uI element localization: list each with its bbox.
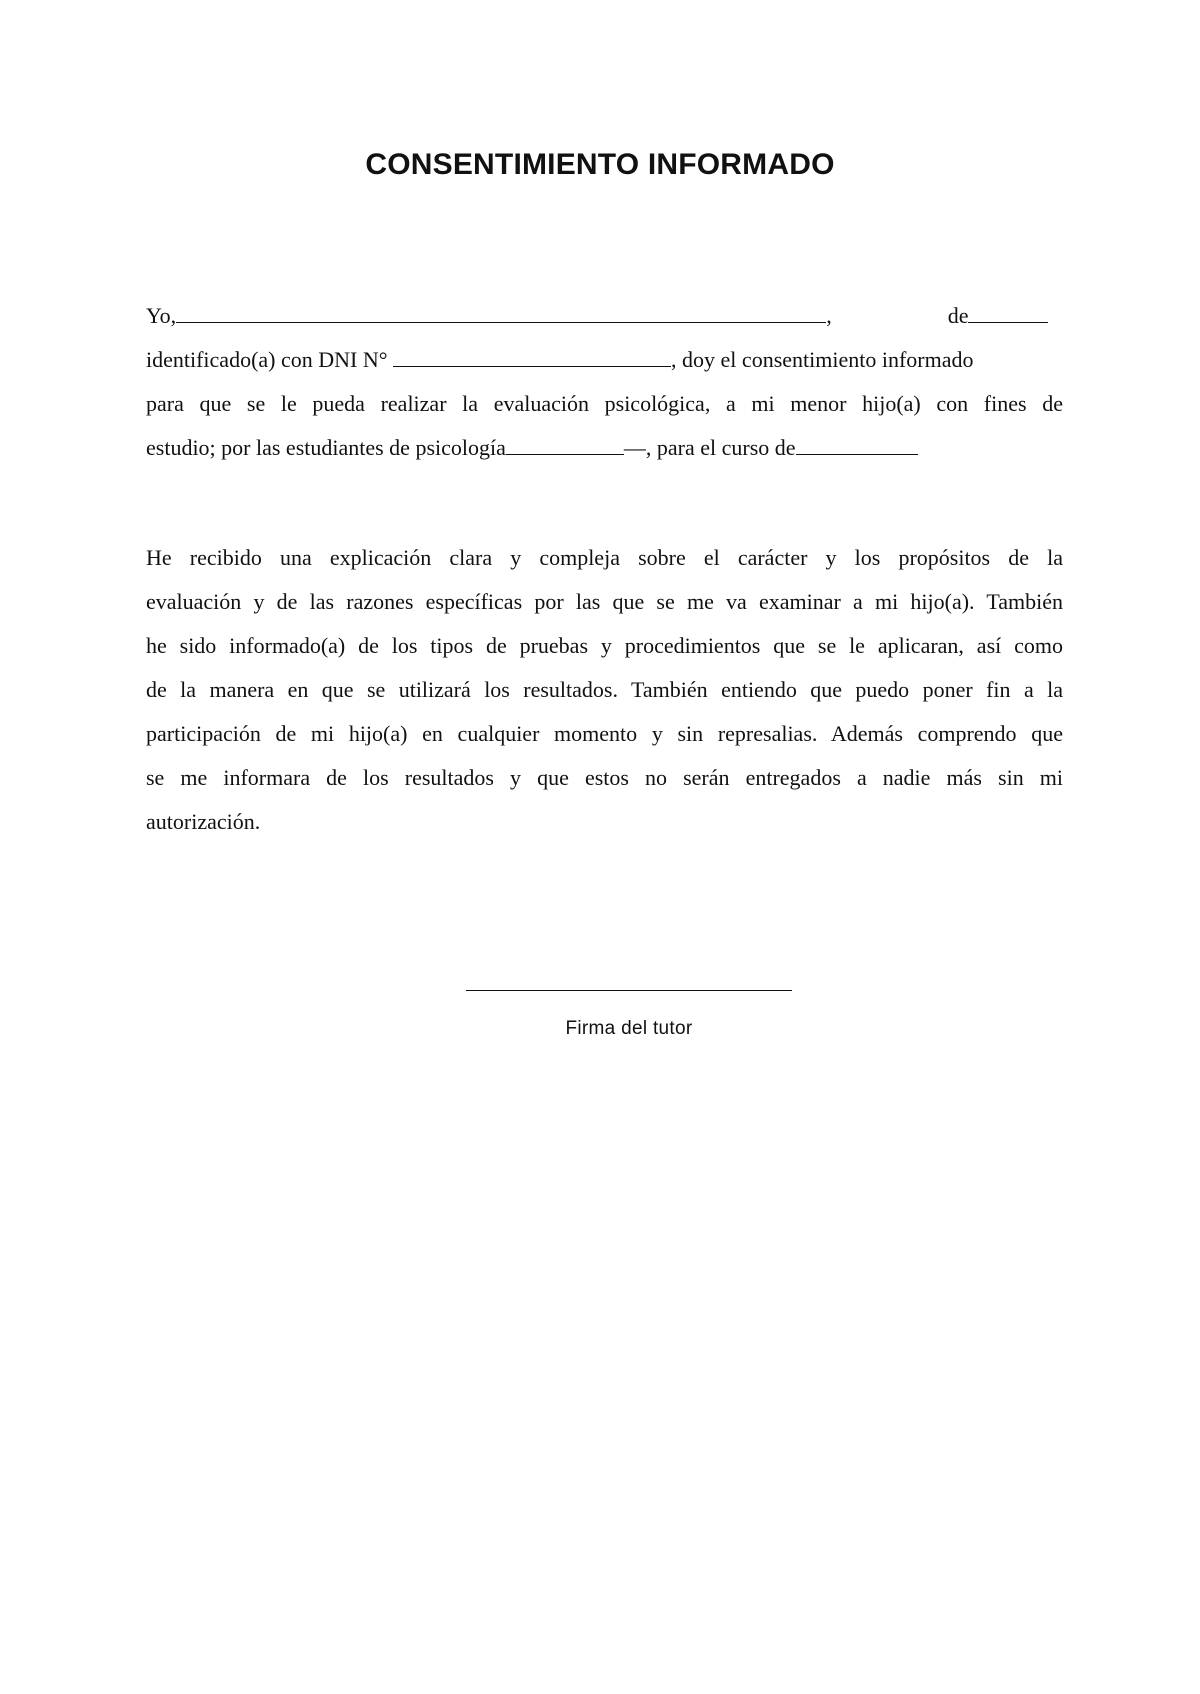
yo-label: Yo, <box>146 303 177 328</box>
declaration-line-4 <box>146 426 1063 470</box>
origin-blank <box>968 296 1048 323</box>
course-label: —, para el curso de <box>623 435 796 460</box>
document-title: CONSENTIMIENTO INFORMADO <box>365 148 835 181</box>
explanation-line: de la manera en que se utilizará los resultados. También entiendo que puedo poner fin a la <box>146 677 1063 702</box>
declaration-line-3: para que se le pueda realizar la evaluación psicológica, a mi menor hijo(a) con fines de <box>146 391 1063 416</box>
name-blank <box>176 296 826 323</box>
signature-line <box>466 990 792 991</box>
explanation-line: participación de mi hijo(a) en cualquier momento y sin represalias. Además comprendo que <box>146 721 1063 746</box>
dni-label: identificado(a) con DNI N° <box>146 347 388 372</box>
students-label: estudio; por las estudiantes de psicología <box>146 435 506 460</box>
explanation-line: autorización. <box>146 809 261 834</box>
explanation-line: evaluación y de las razones específicas por las que se me va examinar a mi hijo(a). También <box>146 589 1063 614</box>
de-label: de <box>947 303 969 328</box>
explanation-line: He recibido una explicación clara y compleja sobre el carácter y los propósitos de la <box>146 545 1063 570</box>
course-blank <box>796 428 918 455</box>
explanation-line: se me informara de los resultados y que estos no serán entregados a nadie más sin mi <box>146 765 1063 790</box>
consent-declaration-paragraph <box>146 294 1063 470</box>
comma-text: , <box>826 303 832 328</box>
explanation-paragraph <box>146 536 1063 844</box>
explanation-line: he sido informado(a) de los tipos de pruebas y procedimientos que se le aplicaran, así como <box>146 633 1063 658</box>
dni-blank <box>393 340 671 367</box>
students-blank <box>506 428 624 455</box>
consent-text: , doy el consentimiento informado <box>671 347 974 372</box>
signature-label: Firma del tutor <box>565 1018 693 1039</box>
declaration-line-2 <box>146 338 1063 382</box>
declaration-line-1 <box>146 294 1063 338</box>
